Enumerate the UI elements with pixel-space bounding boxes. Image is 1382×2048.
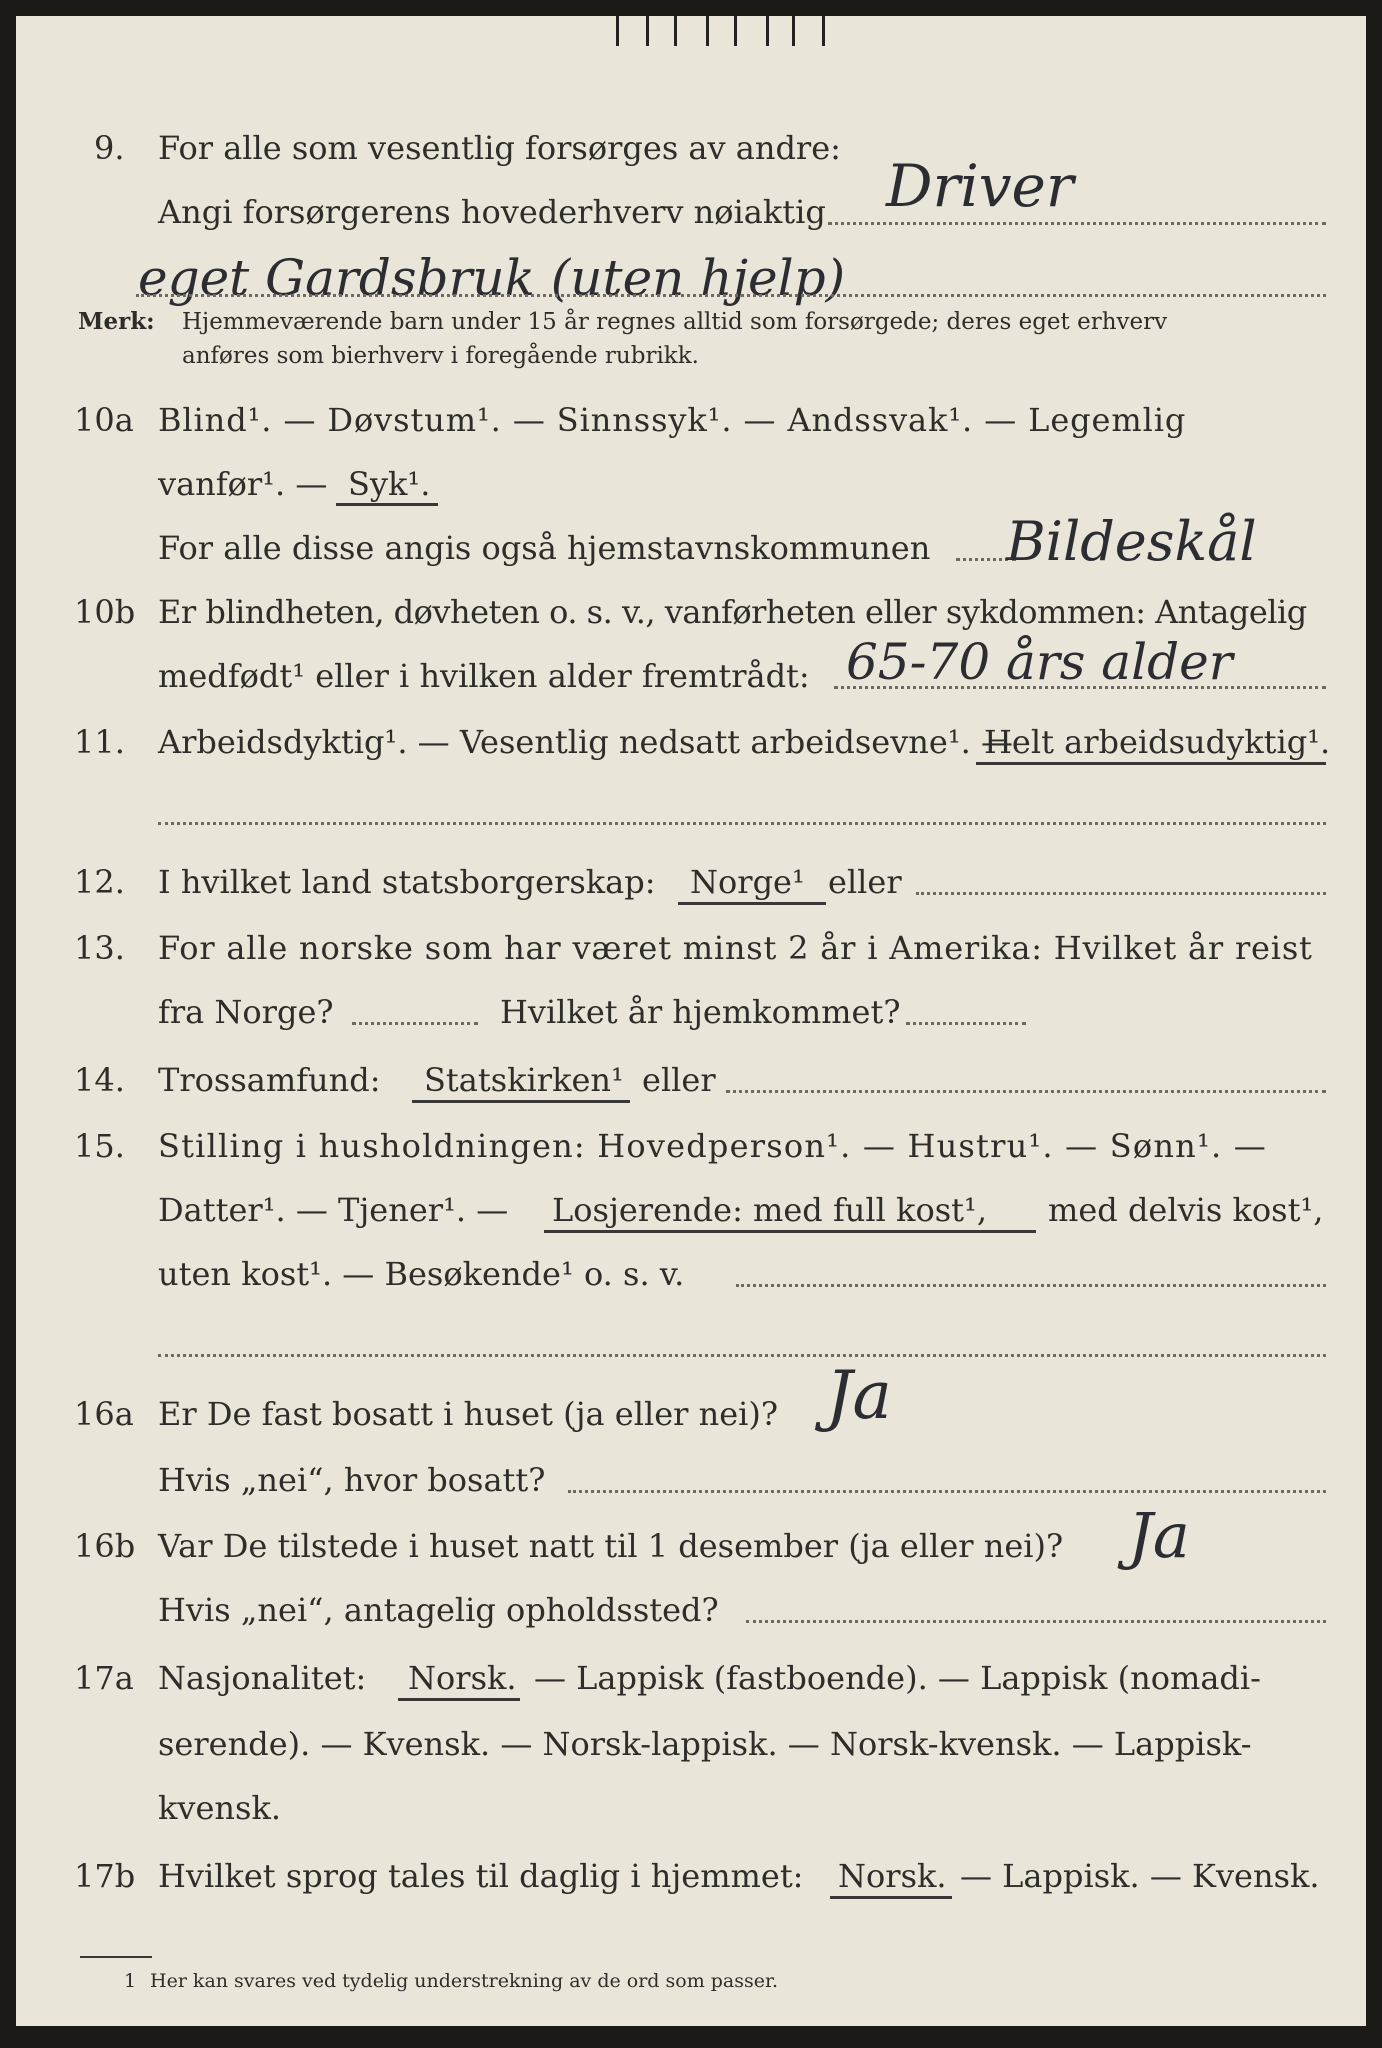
q14-dotted-line — [726, 1090, 1326, 1093]
q16a-dotted-line — [568, 1490, 1326, 1493]
footnote-rule — [80, 1956, 152, 1958]
merk-note-line1: Hjemmeværende barn under 15 år regnes alltid som forsørgede; deres eget erhverv — [182, 309, 1168, 335]
item-number-11: 11. — [74, 723, 125, 761]
q16b-line1: Var De tilstede i huset natt til 1 desember (ja eller nei)? — [158, 1527, 1064, 1565]
q15-line2-suffix: med delvis kost¹, — [1048, 1191, 1324, 1229]
q16b-dotted-line — [746, 1620, 1326, 1623]
census-form-page — [16, 16, 1366, 2026]
item-number-13: 13. — [74, 929, 125, 967]
q17a-label: Nasjonalitet: — [158, 1659, 367, 1697]
item-number-16b: 16b — [74, 1527, 136, 1565]
q12-eller: eller — [828, 863, 902, 901]
q15-line1: Stilling i husholdningen: Hovedperson¹. — Hustru¹. — Sønn¹. — — [158, 1127, 1267, 1165]
item-number-10b: 10b — [74, 593, 136, 631]
q15-dotted-line — [736, 1284, 1326, 1287]
q10b-handwritten-answer: 65-70 års alder — [846, 633, 1233, 691]
q15-selected-option: Losjerende: med full kost¹, — [552, 1191, 987, 1229]
q17a-selected-option: Norsk. — [408, 1659, 517, 1697]
q13-hjemkommet-dotted-line — [906, 1022, 1026, 1025]
footnote-text: Her kan svares ved tydelig understrekning av de ord som passer. — [150, 1970, 779, 1992]
q12-selected-option: Norge¹ — [690, 863, 805, 901]
q15-dotted-line-2 — [158, 1354, 1326, 1357]
q9-handwritten-answer-2: eget Gardsbruk (uten hjelp) — [138, 249, 846, 307]
q16a-line1: Er De fast bosatt i huset (ja eller nei)? — [158, 1395, 779, 1433]
item-number-10a: 10a — [74, 401, 134, 439]
q9-answer-dotted-line-2 — [136, 294, 1326, 297]
item-number-12: 12. — [74, 863, 125, 901]
q11-dotted-line — [158, 822, 1326, 825]
q16b-line2: Hvis „nei“, antagelig opholdssted? — [158, 1591, 719, 1629]
q9-line1: For alle som vesentlig forsørges av andre: — [158, 129, 841, 167]
underline-helt-arbeidsudyktig — [976, 762, 1326, 765]
item-number-14: 14. — [74, 1061, 125, 1099]
underline-losjerende-full-kost — [544, 1230, 1036, 1233]
footnote-mark: 1 — [124, 1970, 137, 1992]
q12-text: I hvilket land statsborgerskap: — [158, 863, 656, 901]
q16b-handwritten-answer: Ja — [1128, 1499, 1190, 1572]
q12-dotted-line — [916, 892, 1326, 895]
q13-hjemkommet-label: Hvilket år hjemkommet? — [500, 993, 901, 1031]
q10a-line3: For alle disse angis også hjemstavnskommunen — [158, 529, 931, 567]
q11-line1: Arbeidsdyktig¹. — Vesentlig nedsatt arbeidsevne¹. — — [158, 723, 1013, 761]
q17b-label: Hvilket sprog tales til daglig i hjemmet: — [158, 1857, 804, 1895]
q13-reist-dotted-line — [352, 1022, 478, 1025]
item-number-17b: 17b — [74, 1857, 136, 1895]
q17a-line2: serende). — Kvensk. — Norsk-lappisk. — Norsk-kvensk. — Lappisk- — [158, 1725, 1252, 1763]
q10b-line1: Er blindheten, døvheten o. s. v., vanførheten eller sykdommen: Antagelig — [158, 593, 1307, 631]
item-number-16a: 16a — [74, 1395, 134, 1433]
q11-selected-option: Helt arbeidsudyktig¹. — [984, 723, 1331, 761]
item-number-9: 9. — [94, 129, 125, 167]
q17b-selected-option: Norsk. — [838, 1857, 947, 1895]
q10b-line2: medfødt¹ eller i hvilken alder fremtrådt: — [158, 657, 810, 695]
underline-norsk-nasjonalitet — [398, 1698, 520, 1701]
q9-line2: Angi forsørgerens hovederhverv nøiaktig — [158, 193, 826, 231]
underline-norsk-sprog — [830, 1896, 952, 1899]
underline-statskirken — [412, 1100, 630, 1103]
q15-line2-prefix: Datter¹. — Tjener¹. — — [158, 1191, 509, 1229]
underline-norge — [678, 902, 826, 905]
q17b-line1-rest: — Lappisk. — Kvensk. — [960, 1857, 1320, 1895]
q13-reist-label: fra Norge? — [158, 993, 334, 1031]
q10a-handwritten-answer: Bildeskål — [1006, 510, 1257, 573]
q16a-handwritten-answer: Ja — [826, 1357, 892, 1434]
q14-eller: eller — [642, 1061, 716, 1099]
q17a-line3: kvensk. — [158, 1789, 281, 1827]
q16a-line2: Hvis „nei“, hvor bosatt? — [158, 1461, 546, 1499]
q14-selected-option: Statskirken¹ — [424, 1061, 624, 1099]
q13-line1: For alle norske som har været minst 2 år i Amerika: Hvilket år reist — [158, 929, 1313, 967]
q17a-line1-rest: — Lappisk (fastboende). — Lappisk (nomadi- — [534, 1659, 1261, 1697]
underline-syk — [336, 503, 438, 506]
q15-line3: uten kost¹. — Besøkende¹ o. s. v. — [158, 1255, 685, 1293]
q10a-syk-option: Syk¹. — [348, 465, 431, 503]
item-number-15: 15. — [74, 1127, 125, 1165]
q10a-line1: Blind¹. — Døvstum¹. — Sinnssyk¹. — Andssvak¹. — Legemlig — [158, 401, 1187, 439]
merk-note-line2: anføres som bierhverv i foregående rubrikk. — [182, 343, 699, 369]
q9-handwritten-answer-1: Driver — [886, 152, 1074, 220]
item-number-17a: 17a — [74, 1659, 134, 1697]
q14-label: Trossamfund: — [158, 1061, 381, 1099]
q10a-line2-prefix: vanfør¹. — — [158, 465, 328, 503]
merk-label: Merk: — [78, 308, 155, 335]
q9-answer-dotted-line — [828, 222, 1326, 225]
